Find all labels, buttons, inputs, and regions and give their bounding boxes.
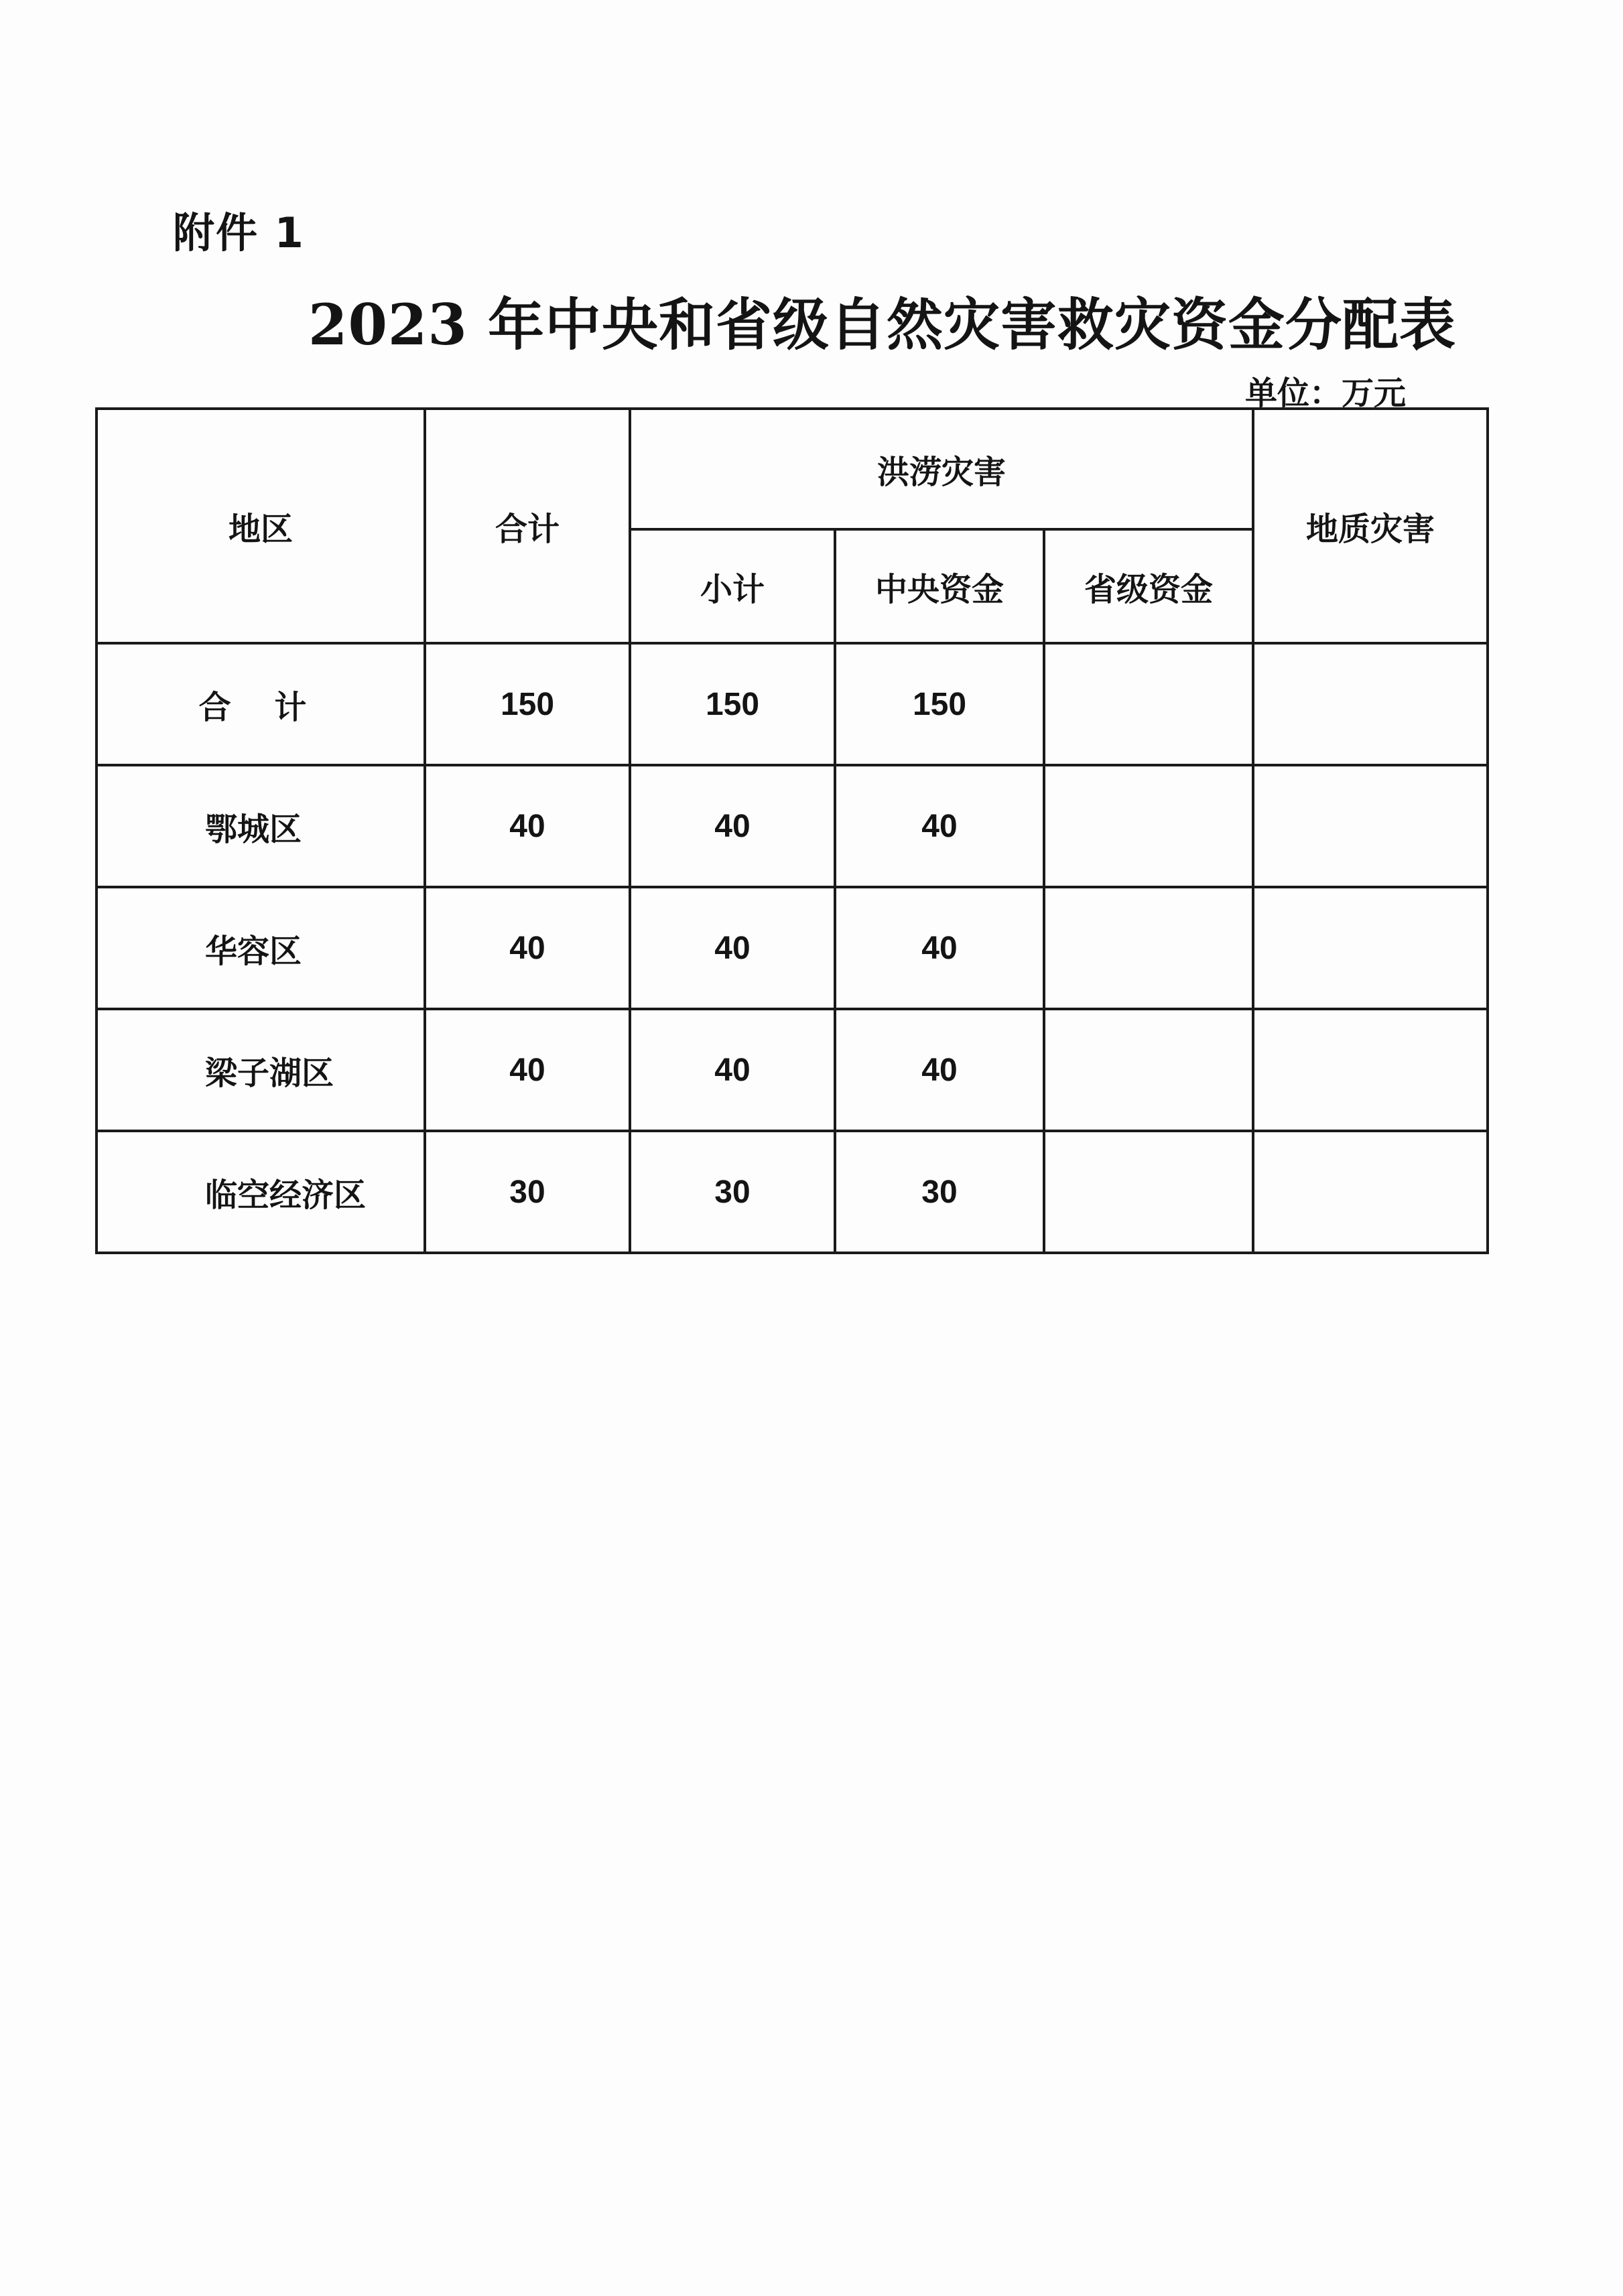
header-row-top [96, 409, 1488, 529]
header-geological: 地质灾害 [1253, 409, 1488, 643]
header-total: 合计 [425, 409, 630, 643]
cell-geological [1253, 765, 1488, 887]
cell-flood-central: 30 [835, 1131, 1044, 1253]
cell-flood-central: 40 [835, 765, 1044, 887]
cell-total: 40 [425, 1009, 630, 1131]
cell-flood-provincial [1044, 765, 1253, 887]
cell-flood-provincial [1044, 1009, 1253, 1131]
cell-region: 梁子湖区 [96, 1009, 425, 1131]
table-row-total [96, 643, 1488, 765]
unit-label: 单位：万元 [1245, 375, 1407, 412]
cell-region: 合 计 [96, 643, 425, 765]
table-row [96, 765, 1488, 887]
header-flood-group: 洪涝灾害 [630, 409, 1253, 529]
cell-flood-central: 40 [835, 887, 1044, 1009]
cell-total: 30 [425, 1131, 630, 1253]
cell-total: 40 [425, 765, 630, 887]
table-row [96, 1131, 1488, 1253]
cell-flood-subtotal: 150 [630, 643, 835, 765]
cell-region: 鄂城区 [96, 765, 425, 887]
document-title: 2023 年中央和省级自然灾害救灾资金分配表 [308, 291, 1457, 358]
attachment-label: 附件 1 [173, 208, 305, 257]
cell-geological [1253, 643, 1488, 765]
cell-flood-subtotal: 40 [630, 765, 835, 887]
cell-flood-provincial [1044, 887, 1253, 1009]
cell-region: 临空经济区 [96, 1131, 425, 1253]
cell-geological [1253, 887, 1488, 1009]
header-flood-subtotal: 小计 [630, 529, 835, 643]
cell-flood-provincial [1044, 643, 1253, 765]
cell-flood-subtotal: 40 [630, 887, 835, 1009]
cell-total: 150 [425, 643, 630, 765]
header-flood-central: 中央资金 [835, 529, 1044, 643]
cell-flood-provincial [1044, 1131, 1253, 1253]
cell-flood-subtotal: 40 [630, 1009, 835, 1131]
cell-flood-central: 40 [835, 1009, 1044, 1131]
header-flood-provincial: 省级资金 [1044, 529, 1253, 643]
allocation-table [95, 407, 1489, 1254]
cell-geological [1253, 1131, 1488, 1253]
table-row [96, 887, 1488, 1009]
cell-total: 40 [425, 887, 630, 1009]
table-row [96, 1009, 1488, 1131]
cell-region: 华容区 [96, 887, 425, 1009]
cell-geological [1253, 1009, 1488, 1131]
header-region: 地区 [96, 409, 425, 643]
cell-flood-central: 150 [835, 643, 1044, 765]
cell-flood-subtotal: 30 [630, 1131, 835, 1253]
